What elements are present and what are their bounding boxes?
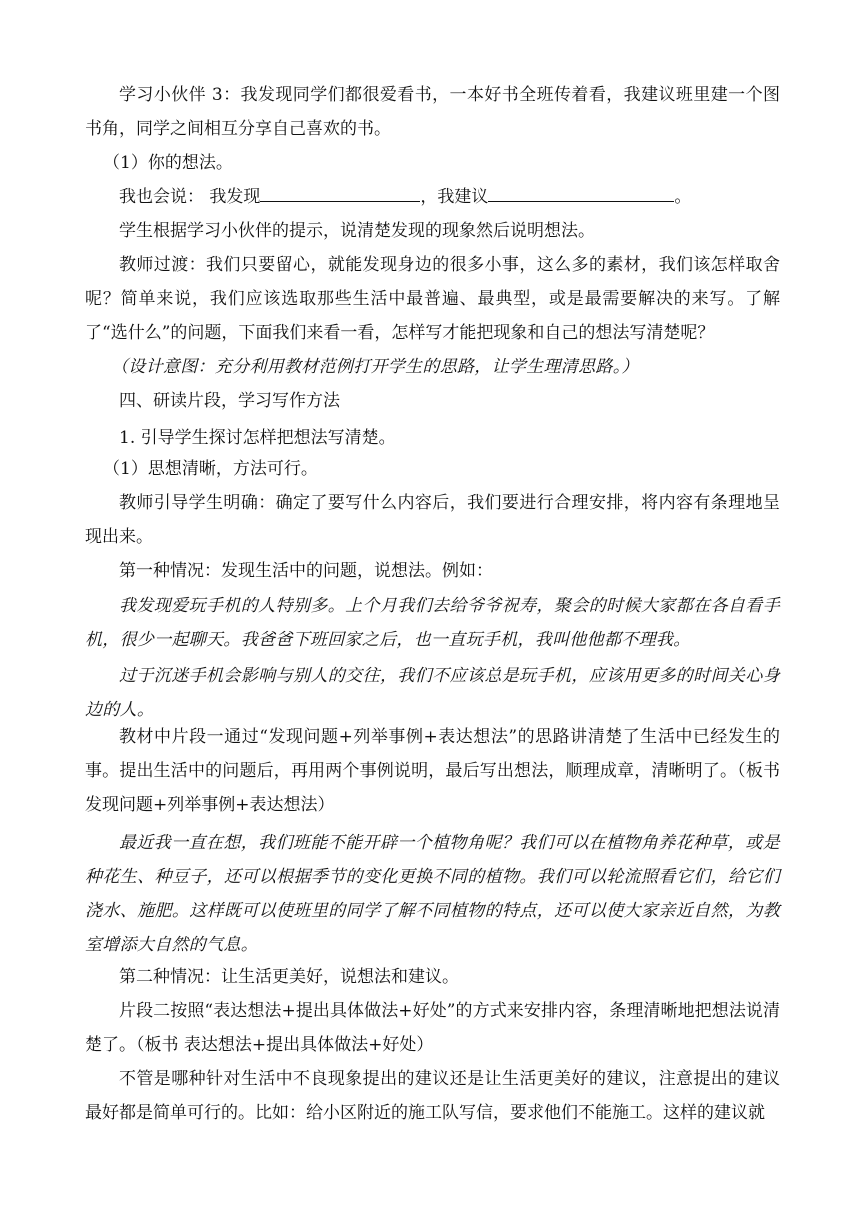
paragraph-i-can-say [85, 180, 780, 214]
discovery-blank-line [260, 183, 420, 202]
paragraph-step-1: 1. 引导学生探讨怎样把想法写清楚。 [119, 428, 396, 448]
i-can-say-mid: ，我建议 [420, 187, 489, 207]
paragraph-textbook-excerpt-two: 片段二按照“表达想法+提出具体做法+好处”的方式来安排内容，条理清晰地把想法说清楚了。（板书 表达想法+提出具体做法+好处） [85, 1001, 780, 1055]
section-heading-four: 四、研读片段，学习写作方法 [119, 391, 340, 411]
paragraph-example-conclusion: 过于沉迷手机会影响与别人的交往，我们不应该总是玩手机，应该用更多的时间关心身边的人。 [85, 666, 780, 720]
paragraph-student-activity: 学生根据学习小伙伴的提示，说清楚发现的现象然后说明想法。 [119, 221, 595, 241]
i-can-say-end: 。 [674, 187, 692, 207]
i-can-say-prefix: 我也会说： 我发现 [119, 187, 261, 207]
paragraph-example-plant-corner: 最近我一直在想，我们班能不能开辟一个植物角呢？我们可以在植物角养花种草，或是种花生、种豆子，还可以根据季节的变化更换不同的植物。我们可以轮流照看它们，给它们浇水、施肥。这样既可以使班里的同学了解不同植物的特点，还可以使大家亲近自然，为教室增添大自然的气息。 [85, 833, 780, 955]
paragraph-first-situation: 第一种情况：发现生活中的问题，说想法。例如： [119, 561, 493, 581]
paragraph-teacher-transition: 教师过渡：我们只要留心，就能发现身边的很多小事，这么多的素材，我们该怎样取舍呢？简单来说，我们应该选取那些生活中最普遍、最典型，或是最需要解决的来写。了解了“选什么”的问题，下面我们来看一看，怎样写才能把现象和自己的想法写清楚呢？ [85, 255, 780, 343]
paragraph-feasible-suggestions: 不管是哪种针对生活中不良现象提出的建议还是让生活更美好的建议，注意提出的建议最好都是简单可行的。比如：给小区附近的施工队写信，要求他们不能施工。这样的建议就 [85, 1069, 780, 1123]
paragraph-learning-partner-3: 学习小伙伴 3：我发现同学们都很爱看书，一本好书全班传着看，我建议班里建一个图书角，同学之间相互分享自己喜欢的书。 [85, 85, 780, 139]
paragraph-second-situation: 第二种情况：让生活更美好，说想法和建议。 [119, 967, 459, 987]
paragraph-clear-thinking: （1）思想清晰，方法可行。 [103, 459, 318, 479]
paragraph-example-phones: 我发现爱玩手机的人特别多。上个月我们去给爷爷祝寿，聚会的时候大家都在各自看手机，很少一起聊天。我爸爸下班回家之后，也一直玩手机，我叫他他都不理我。 [85, 596, 780, 650]
paragraph-textbook-excerpt-one: 教材中片段一通过“发现问题+列举事例+表达想法”的思路讲清楚了生活中已经发生的事。提出生活中的问题后，再用两个事例说明，最后写出想法，顺理成章，清晰明了。（板书 发现问题+列举事例+表达想法） [85, 727, 780, 815]
paragraph-your-idea: （1）你的想法。 [103, 153, 233, 173]
suggestion-blank-line [488, 183, 674, 202]
paragraph-design-intent: （设计意图：充分利用教材范例打开学生的思路，让学生理清思路。） [111, 357, 639, 377]
paragraph-teacher-guidance: 教师引导学生明确：确定了要写什么内容后，我们要进行合理安排，将内容有条理地呈现出来。 [85, 493, 780, 547]
